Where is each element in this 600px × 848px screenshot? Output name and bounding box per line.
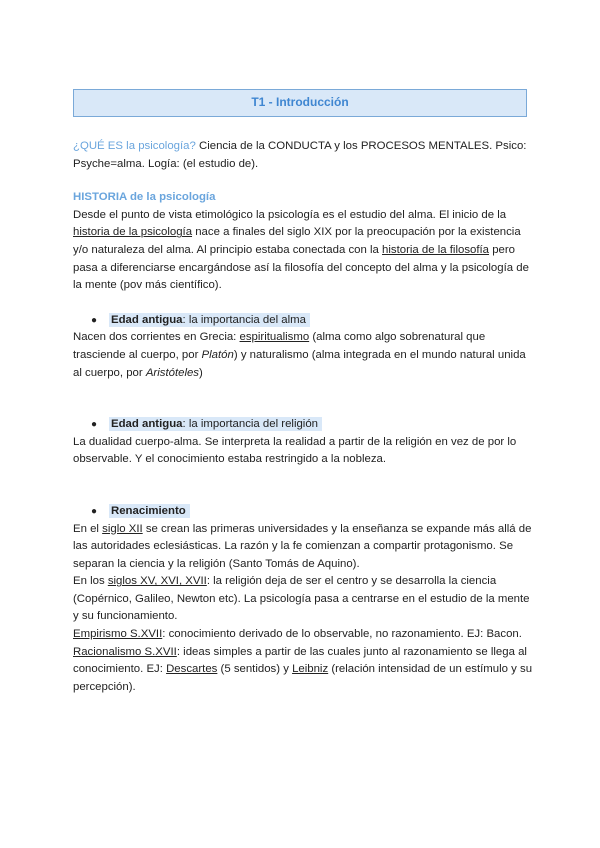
- renac-text: En los: [73, 575, 108, 588]
- racionalismo-link[interactable]: Racionalismo S.XVII: [73, 645, 177, 658]
- intro-question: ¿QUÉ ES la psicología?: [73, 140, 196, 152]
- renac-text: : la religión deja de ser el centro y se desarrolla la ciencia (Copérnico, Galileo, Newton etc). La psicología pasa a centrarse en el estudio de la mente y su funcionamiento.: [73, 575, 530, 623]
- leibniz-link[interactable]: Leibniz: [292, 663, 329, 676]
- renac-text: (5 sentidos) y: [217, 663, 293, 676]
- bullet-icon: ●: [91, 419, 98, 431]
- bullet-highlight: [109, 504, 190, 518]
- bullet-highlight: [109, 313, 310, 327]
- bullet-edad-antigua-alma: [91, 312, 533, 330]
- renac-paragraph-2: [73, 573, 533, 626]
- bullet-renacimiento: [91, 503, 533, 521]
- aristoteles-text: Aristóteles: [145, 366, 200, 379]
- racionalismo-paragraph: [73, 644, 533, 697]
- historia-link-filosofia[interactable]: historia de la filosofía: [382, 243, 490, 256]
- empirismo-link[interactable]: Empirismo S.XVII: [73, 628, 163, 641]
- edad1-paragraph: [73, 329, 533, 382]
- renac-text: : conocimiento derivado de lo observable, no razonamiento. EJ: Bacon.: [162, 628, 522, 641]
- edad2-paragraph: La dualidad cuerpo-alma. Se interpreta la realidad a partir de la religión en vez de por lo observable. Y el conocimiento estaba restringido a la nobleza.: [73, 435, 517, 466]
- bullet-bold: Edad antigua: [111, 313, 183, 326]
- historia-text-1: Desde el punto de vista etimológico la psicología es el estudio del alma. El inicio de la: [73, 208, 507, 221]
- renac-text: : ideas simples a partir de las cuales junto al razonamiento se llega al conocimiento. EJ:: [73, 645, 527, 676]
- platon-text: Platón: [201, 348, 234, 361]
- intro-paragraph: [73, 138, 533, 173]
- descartes-link[interactable]: Descartes: [166, 663, 218, 676]
- espiritualismo-link[interactable]: espiritualismo: [239, 331, 310, 344]
- bullet-rest: : la importancia del alma: [182, 313, 306, 326]
- siglo-xii-link[interactable]: siglo XII: [102, 522, 143, 535]
- renac-text: (relación intensidad de un estímulo y su percepción).: [73, 663, 533, 693]
- intro-answer: Ciencia de la CONDUCTA y los PROCESOS MENTALES. Psico: Psyche=alma. Logía: (el estudio de).: [73, 140, 527, 170]
- edad1-text-1: Nacen dos corrientes en Grecia:: [73, 331, 240, 344]
- page-title: T1 - Introducción: [73, 89, 527, 117]
- bullet-rest: : la importancia del religión: [182, 418, 319, 431]
- edad1-text-2: (alma como algo sobrenatural que trasciende al cuerpo, por: [73, 331, 486, 361]
- edad1-text-4: ): [199, 366, 203, 379]
- bullet-highlight: [109, 417, 322, 431]
- historia-text-2: nace a finales del siglo XIX por la preocupación por la existencia y/o naturaleza del alma. Al principio estaba conectada con la: [73, 226, 521, 256]
- edad1-text-3: ) y naturalismo (alma integrada en el mundo natural unida al cuerpo, por: [73, 348, 526, 379]
- renac-text: En el: [73, 522, 103, 535]
- bullet-icon: ●: [91, 505, 98, 517]
- historia-heading: HISTORIA de la psicología: [73, 191, 216, 204]
- empirismo-paragraph: [73, 626, 533, 644]
- bullet-bold: Renacimiento: [111, 504, 186, 517]
- historia-paragraph: [73, 207, 533, 295]
- bullet-bold: Edad antigua: [111, 418, 183, 431]
- historia-link-psicologia[interactable]: historia de la psicología: [73, 226, 193, 239]
- document-body: [73, 138, 533, 696]
- renac-paragraph-1: [73, 521, 533, 574]
- siglos-link[interactable]: siglos XV, XVI, XVII: [107, 575, 207, 588]
- bullet-edad-antigua-religion: [91, 416, 533, 434]
- historia-text-3: pero pasa a diferenciarse encargándose así la filosofía del concepto del alma y la psicología de la mente (pov más científico).: [73, 243, 529, 292]
- bullet-icon: ●: [91, 314, 98, 326]
- renac-text: se crean las primeras universidades y la enseñanza se expande más allá de las autoridades eclesiásticas. La razón y la fe comienzan a compartir protagonismo. Se separan la ciencia y la religión (Santo Tomás de Aquino).: [73, 522, 532, 570]
